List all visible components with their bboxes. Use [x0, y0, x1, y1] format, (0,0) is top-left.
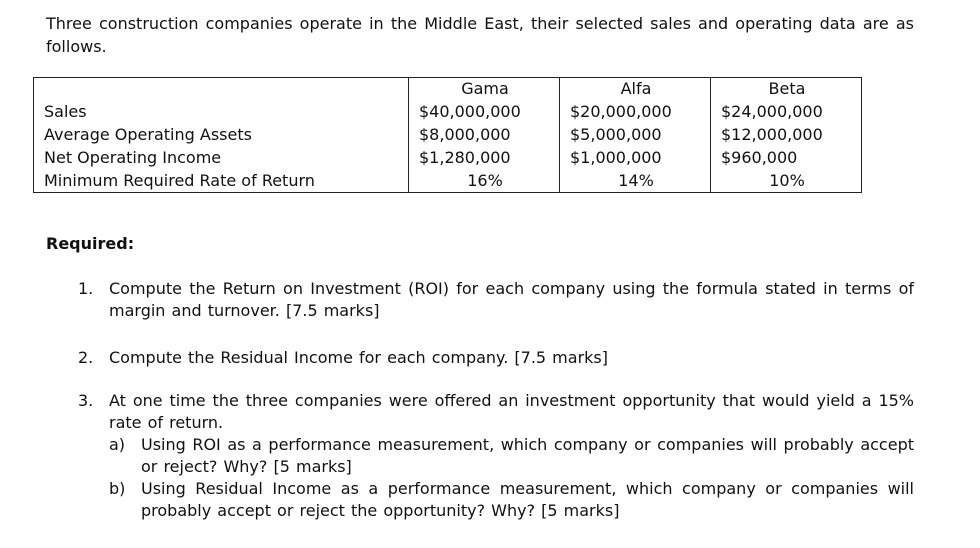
row-label: Sales: [34, 100, 409, 123]
table-row-rate: [34, 169, 862, 193]
subpart-b: [78, 478, 914, 522]
question-number: 2.: [78, 348, 94, 367]
cell-gama-sales: $40,000,000: [409, 100, 560, 123]
subpart-text: Using Residual Income as a performance measurement, which company or companies will probably accept or reject the opportunity? Why? [5 marks]: [141, 479, 914, 520]
row-label: Net Operating Income: [34, 146, 409, 169]
row-label: Minimum Required Rate of Return: [34, 169, 409, 193]
required-heading: Required:: [46, 234, 135, 253]
column-header-alfa: Alfa: [560, 78, 711, 101]
cell-beta-assets: $12,000,000: [711, 123, 862, 146]
intro-paragraph: Three construction companies operate in the Middle East, their selected sales and operating data are as follows.: [46, 14, 914, 56]
cell-gama-rate: 16%: [409, 169, 560, 193]
subpart-letter: b): [109, 479, 126, 498]
question-number: 1.: [78, 279, 94, 298]
cell-beta-rate: 10%: [711, 169, 862, 193]
table-row-income: [34, 146, 862, 169]
subpart-a: [78, 434, 914, 478]
cell-gama-income: $1,280,000: [409, 146, 560, 169]
question-text: At one time the three companies were offered an investment opportunity that would yield a 15% rate of return.: [109, 391, 914, 432]
question-2: [78, 347, 914, 369]
question-3: [78, 390, 914, 522]
company-data-table: [33, 77, 862, 193]
cell-beta-sales: $24,000,000: [711, 100, 862, 123]
question-1: [78, 278, 914, 322]
subpart-text: Using ROI as a performance measurement, which company or companies will probably accept or reject? Why? [5 marks]: [141, 435, 914, 476]
question-text: Compute the Residual Income for each company. [7.5 marks]: [109, 348, 608, 367]
table-corner-cell: [34, 78, 409, 101]
cell-alfa-sales: $20,000,000: [560, 100, 711, 123]
column-header-gama: Gama: [409, 78, 560, 101]
question-text: Compute the Return on Investment (ROI) for each company using the formula stated in terms of margin and turnover. [7.5 marks]: [109, 279, 914, 320]
cell-alfa-rate: 14%: [560, 169, 711, 193]
subpart-letter: a): [109, 435, 126, 454]
row-label: Average Operating Assets: [34, 123, 409, 146]
cell-beta-income: $960,000: [711, 146, 862, 169]
question-number: 3.: [78, 391, 94, 410]
column-header-beta: Beta: [711, 78, 862, 101]
cell-alfa-income: $1,000,000: [560, 146, 711, 169]
cell-gama-assets: $8,000,000: [409, 123, 560, 146]
table-header-row: [34, 78, 862, 101]
cell-alfa-assets: $5,000,000: [560, 123, 711, 146]
table-row-assets: [34, 123, 862, 146]
table-row-sales: [34, 100, 862, 123]
